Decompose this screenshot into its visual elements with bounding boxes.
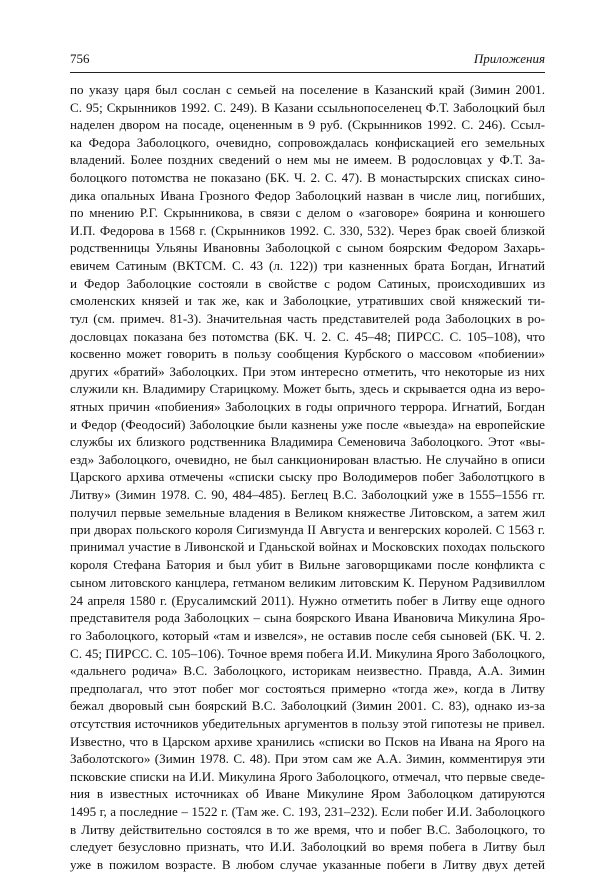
text-line: тул (см. примеч. 81-3). Значительная часть представителей рода Заболоцких в ро- [70, 310, 545, 326]
text-line: косвенно может говорить в пользу сообщения Курбского о массовом «побиении» [70, 346, 545, 362]
text-line: получил первые земельные владения в Великом княжестве Литовском, а затем жил [70, 504, 545, 520]
text-line: короля Стефана Батория и был убит в Вильне заговорщиками после конфликта с [70, 557, 545, 573]
text-line: дика опальных Ивана Грозного Федор Заболоцкий назван в числе лиц, погибших, [70, 187, 545, 203]
text-line: при дворах польского короля Сигизмунда II Августа и венгерских королей. С 1563 г. [70, 522, 545, 538]
text-line: смоленских князей и так же, как и Заболоцкие, утративших свой княжеский ти- [70, 293, 545, 309]
text-line: уже в пожилом возрасте. В любом случае указанные побеги в Литву двух детей [70, 856, 545, 872]
text-line: других «братий» Заболоцких. При этом интересно отметить, что некоторые из них [70, 363, 545, 379]
text-line: службы их близкого родственника Владимира Семеновича Заболоцкого. Этот «вы- [70, 434, 545, 450]
text-line: следует безусловно признать, что И.И. Заболоцкий во время побега в Литву был [70, 839, 545, 855]
text-line: и Федор (Феодосий) Заболоцкие были казнены уже после «выезда» на европейские [70, 416, 545, 432]
text-line: болоцкого потомства не показано (БК. Ч. 2. С. 47). В монастырских списках сино- [70, 170, 545, 186]
text-line: принимал участие в Ливонской и Гданьской войнах и Московских походах польского [70, 539, 545, 554]
text-line: го Заболоцкого, который «там и извелся», не оставив после себя сыновей (БК. Ч. 2. [70, 627, 545, 643]
text-line: С. 45; ПИРСС. С. 105–106). Точное время побега И.И. Микулина Ярого Заболоцкого, [70, 645, 545, 661]
text-line: представителя рода Заболоцких – сына боярского Ивана Ивановича Микулина Яро- [70, 610, 545, 626]
text-line: ка Федора Заболоцкого, очевидно, сопровождалась конфискацией его земельных [70, 134, 545, 150]
text-line: ятных причин «побиения» Заболоцких в годы опричного террора. Игнатий, Богдан [70, 398, 545, 414]
text-line: 24 апреля 1580 г. (Ерусалимский 2011). Нужно отметить побег в Литву еще одного [70, 592, 545, 608]
text-line: Литву» (Зимин 1978. С. 90, 484–485). Беглец В.С. Заболоцкий уже в 1555–1556 гг. [70, 487, 545, 503]
text-line: в Литву действительно состоялся в то же время, что и побег В.С. Заболоцкого, то [70, 821, 545, 837]
header-rule [70, 72, 545, 73]
page-header [70, 51, 545, 73]
text-line: по мнению Р.Г. Скрынникова, в связи с делом о «заговоре» боярина и конюшего [70, 205, 545, 221]
text-line: родственницы Ульяны Ивановны Заболоцкой с сыном боярским Федором Захарь- [70, 240, 545, 256]
text-line: псковские списки на И.И. Микулина Ярого Заболоцкого, отмечал, что первые сведе- [70, 768, 545, 784]
text-line: сыном литовского канцлера, гетманом великим литовским К. Перуном Радзивиллом [70, 575, 545, 591]
text-line: и Федор Заболоцкие состояли в свойстве с родом Сатиных, происходивших из [70, 275, 545, 291]
text-line: 1495 г, а последние – 1522 г. (Там же. С. 193, 231–232). Если побег И.И. Заболоцкого [70, 803, 545, 819]
text-line: «дальнего родича» В.С. Заболоцкого, историкам неизвестно. Правда, А.А. Зимин [70, 663, 545, 679]
running-title: Приложения [473, 51, 545, 66]
body-text [70, 81, 545, 873]
text-line: Царского архива отмечены «списки сыску про Володимеров побег Заболотцкого в [70, 469, 545, 485]
text-line: дословцах показана без потомства (БК. Ч. 2. С. 45–48; ПИРСС. С. 105–108), что [70, 328, 545, 344]
page-number: 756 [70, 51, 90, 66]
text-line: бежал дворовый сын боярский В.С. Заболоцкий (Зимин 2001. С. 83), однако из-за [70, 698, 545, 714]
text-line: Известно, что в Царском архиве хранились «списки во Псков на Ивана на Ярого на [70, 733, 545, 749]
text-line: И.П. Федорова в 1568 г. (Скрынников 1992. С. 330, 532). Через брак своей близкой [70, 222, 545, 238]
text-line: по указу царя был сослан с семьей на поселение в Казанский край (Зимин 2001. [70, 82, 545, 97]
text-line: наделен двором на посаде, оцененным в 9 руб. (Скрынников 1992. С. 246). Ссыл- [70, 117, 545, 133]
text-line: предполагал, что этот побег мог состояться примерно «тогда же», когда в Литву [70, 680, 545, 696]
text-line: езд» Заболоцкого, очевидно, не был санкционирован властью. Не случайно в описи [70, 451, 545, 467]
text-line: Заболотского» (Зимин 1978. С. 48). При этом сам же А.А. Зимин, комментируя эти [70, 751, 545, 767]
text-line: С. 95; Скрынников 1992. С. 249). В Казани ссыльнопоселенец Ф.Т. Заболоцкий был [70, 99, 545, 115]
text-line: отсутствия источников убедительных аргументов в пользу этой гипотезы не привел. [70, 715, 545, 731]
text-line: евичем Сатиным (ВКТСМ. С. 43 (л. 122)) три казненных брата Богдан, Игнатий [70, 258, 545, 274]
text-line: ния в известных источниках об Иване Микулине Яром Заболоцком датируются [70, 786, 545, 802]
text-line: владений. Более поздних сведений о нем мы не имеем. В родословцах у Ф.Т. За- [70, 152, 545, 168]
text-line: служили кн. Владимиру Старицкому. Может быть, здесь и скрывается одна из веро- [70, 381, 545, 397]
